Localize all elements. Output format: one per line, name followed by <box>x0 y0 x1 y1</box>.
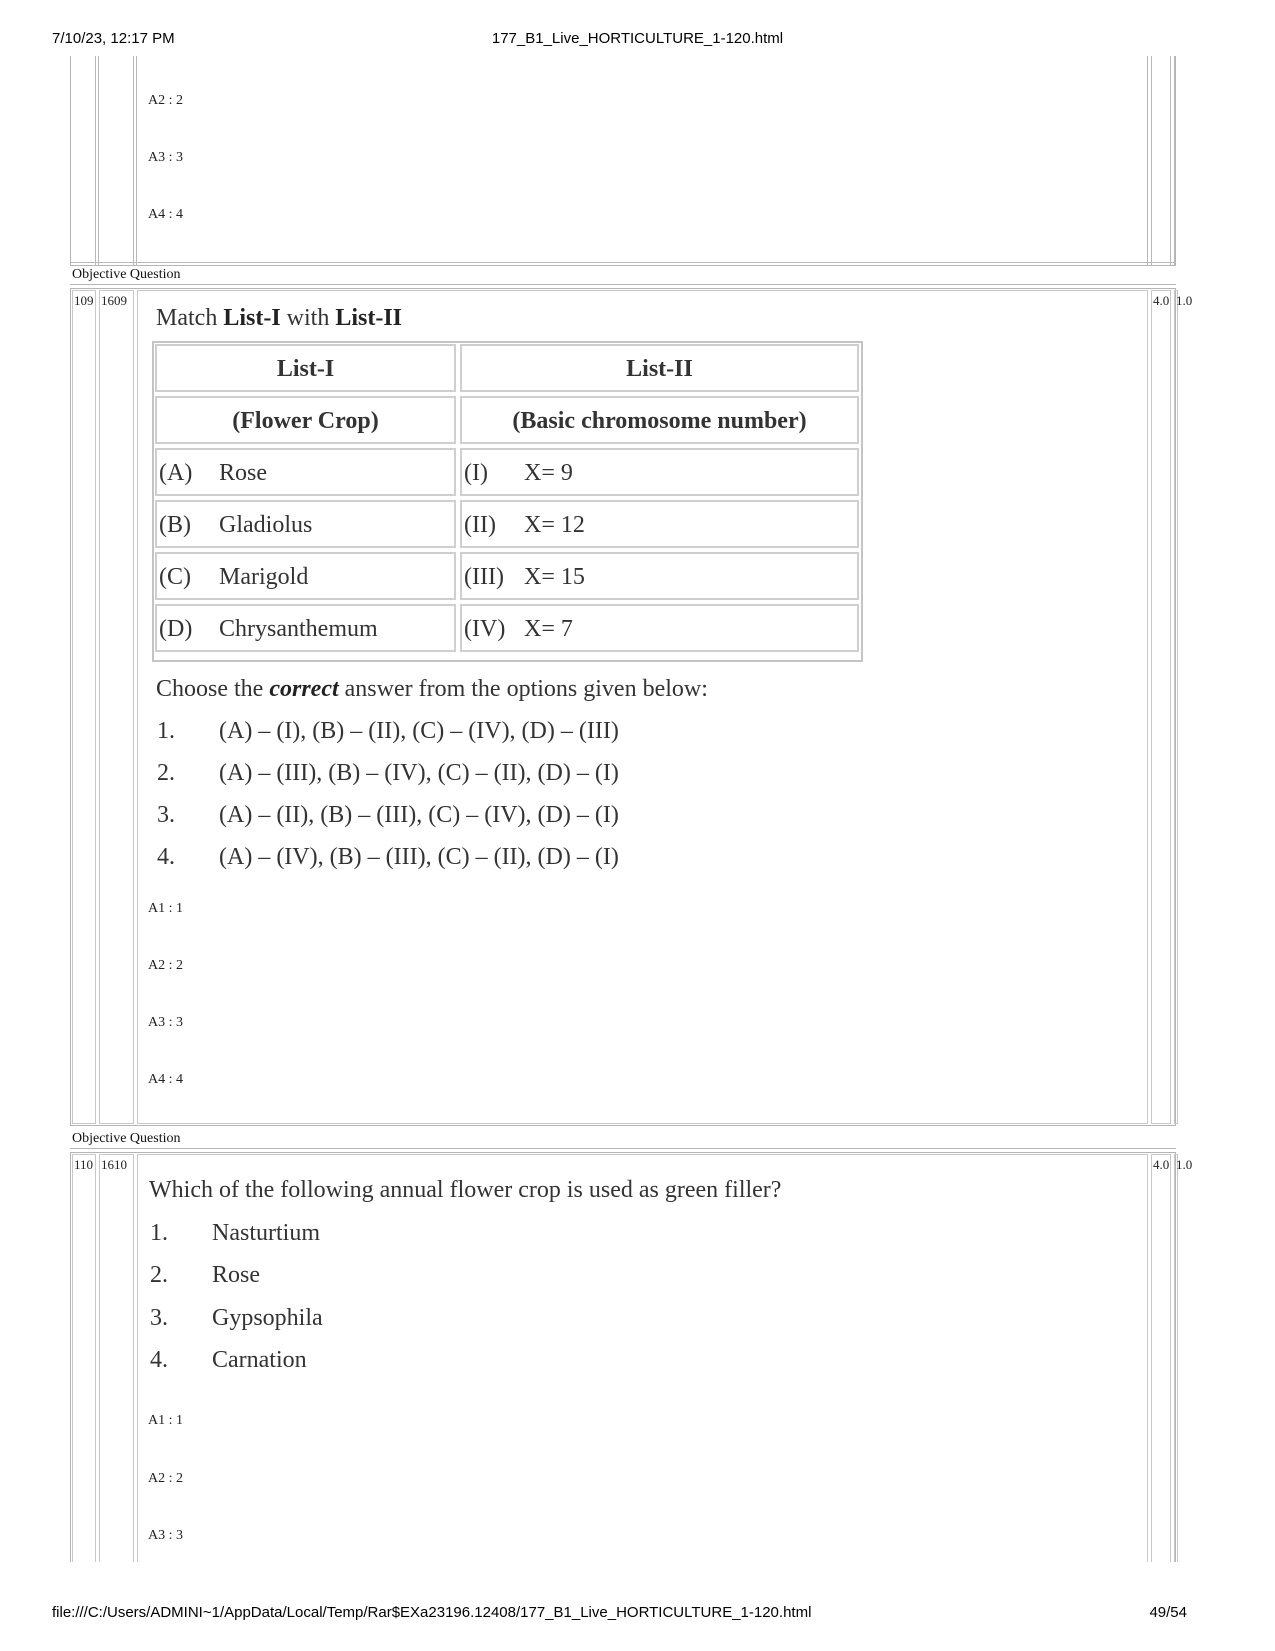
answer-option-4: A4 : 4 <box>148 1072 183 1087</box>
chromosome-number: X= 7 <box>524 616 573 642</box>
option-text: (A) – (III), (B) – (IV), (C) – (II), (D) – (I) <box>219 760 619 786</box>
instruction-pre: Choose the <box>156 676 270 702</box>
list1-code: (A) <box>159 460 193 486</box>
answer-option-4: A4 : 4 <box>148 207 183 222</box>
answer-option-2: A2 : 2 <box>148 958 183 973</box>
marks-cell <box>1151 290 1171 1124</box>
chromosome-number: X= 9 <box>524 460 573 486</box>
column-divider <box>133 56 134 266</box>
option-number: 2. <box>150 1262 168 1288</box>
crop-name: Rose <box>219 460 267 486</box>
option-text: Gypsophila <box>212 1305 323 1331</box>
prev-question-frame <box>70 56 1176 266</box>
list2-cell <box>460 448 859 496</box>
list2-code: (II) <box>464 512 496 538</box>
question-negative-marks: 1.0 <box>1176 293 1193 308</box>
answer-option-3: A3 : 3 <box>148 150 183 165</box>
column-divider <box>1174 56 1175 266</box>
answer-option-3: A3 : 3 <box>148 1528 183 1543</box>
question-id: 1609 <box>101 293 127 308</box>
title-list1: List-I <box>223 305 281 331</box>
question-marks: 4.0 <box>1153 293 1170 308</box>
question-negative-marks: 1.0 <box>1176 1157 1193 1172</box>
marks-cell <box>1151 1154 1171 1562</box>
crop-name: Marigold <box>219 564 309 590</box>
chromosome-number: X= 12 <box>524 512 585 538</box>
answer-option-1: A1 : 1 <box>148 901 183 916</box>
match-table-subheader-row <box>154 395 861 447</box>
print-footer-url: file:///C:/Users/ADMINI~1/AppData/Local/Temp/Rar$EXa23196.12408/177_B1_Live_HORTICULTURE_1-120.html <box>52 1604 812 1621</box>
crop-name: Chrysanthemum <box>219 616 378 642</box>
instruction-post: answer from the options given below: <box>338 676 708 702</box>
answer-option-3: A3 : 3 <box>148 1015 183 1030</box>
list2-header: List-II <box>460 344 859 392</box>
question-text: Which of the following annual flower crop is used as green filler? <box>149 1177 782 1203</box>
match-table-row <box>154 499 861 551</box>
list1-code: (C) <box>159 564 191 590</box>
sno-cell <box>72 1154 96 1562</box>
list2-cell <box>460 500 859 548</box>
question-number: 110 <box>74 1157 94 1172</box>
question-marks: 4.0 <box>1153 1157 1170 1172</box>
print-datetime: 7/10/23, 12:17 PM <box>52 30 175 47</box>
question-number: 109 <box>74 293 94 308</box>
crop-name: Gladiolus <box>219 512 313 538</box>
question-type-label: Objective Question <box>72 1131 181 1146</box>
title-prefix: Match <box>156 305 224 331</box>
list1-cell <box>155 552 456 600</box>
title-mid: with <box>280 305 336 331</box>
column-divider <box>95 56 96 266</box>
option-number: 4. <box>157 844 175 870</box>
option-number: 1. <box>150 1220 168 1246</box>
list2-code: (I) <box>464 460 488 486</box>
list1-cell <box>155 604 456 652</box>
match-table-row <box>154 551 861 603</box>
list2-subheader: (Basic chromosome number) <box>460 396 859 444</box>
option-number: 1. <box>157 718 175 744</box>
question-type-label: Objective Question <box>72 267 181 282</box>
list1-code: (B) <box>159 512 191 538</box>
list1-cell <box>155 448 456 496</box>
list1-cell <box>155 500 456 548</box>
row-divider <box>70 1148 1176 1149</box>
column-divider <box>1151 56 1152 266</box>
answer-option-1: A1 : 1 <box>148 1413 183 1428</box>
option-text: (A) – (I), (B) – (II), (C) – (IV), (D) – (III) <box>219 718 619 744</box>
match-table-header-row <box>154 343 861 395</box>
question-title <box>156 305 402 332</box>
answer-option-2: A2 : 2 <box>148 1471 183 1486</box>
chromosome-number: X= 15 <box>524 564 585 590</box>
match-table-row <box>154 447 861 499</box>
list2-cell <box>460 552 859 600</box>
answer-option-2: A2 : 2 <box>148 93 183 108</box>
print-filename: 177_B1_Live_HORTICULTURE_1-120.html <box>491 30 784 47</box>
title-list2: List-II <box>335 305 403 331</box>
option-number: 3. <box>157 802 175 828</box>
list2-code: (III) <box>464 564 504 590</box>
list1-header: List-I <box>155 344 456 392</box>
column-divider <box>1170 56 1171 266</box>
print-page-number: 49/54 <box>1149 1604 1187 1621</box>
option-text: Rose <box>212 1262 260 1288</box>
list1-code: (D) <box>159 616 193 642</box>
option-text: Carnation <box>212 1347 307 1373</box>
option-number: 3. <box>150 1305 168 1331</box>
option-number: 4. <box>150 1347 168 1373</box>
qid-cell <box>99 290 134 1124</box>
option-text: (A) – (II), (B) – (III), (C) – (IV), (D) – (I) <box>219 802 619 828</box>
question-id: 1610 <box>101 1157 127 1172</box>
column-divider <box>98 56 99 266</box>
list1-subheader: (Flower Crop) <box>155 396 456 444</box>
row-divider <box>70 262 1176 263</box>
sno-cell <box>72 290 96 1124</box>
row-divider <box>70 284 1176 285</box>
match-table <box>152 341 863 662</box>
instruction-emphasis: correct <box>269 676 339 702</box>
list2-cell <box>460 604 859 652</box>
match-table-row <box>154 603 861 655</box>
column-divider <box>136 56 137 266</box>
answer-instruction <box>156 676 708 703</box>
option-text: (A) – (IV), (B) – (III), (C) – (II), (D) – (I) <box>219 844 619 870</box>
option-number: 2. <box>157 760 175 786</box>
column-divider <box>1147 56 1148 266</box>
option-text: Nasturtium <box>212 1220 320 1246</box>
list2-code: (IV) <box>464 616 506 642</box>
qid-cell <box>99 1154 134 1562</box>
